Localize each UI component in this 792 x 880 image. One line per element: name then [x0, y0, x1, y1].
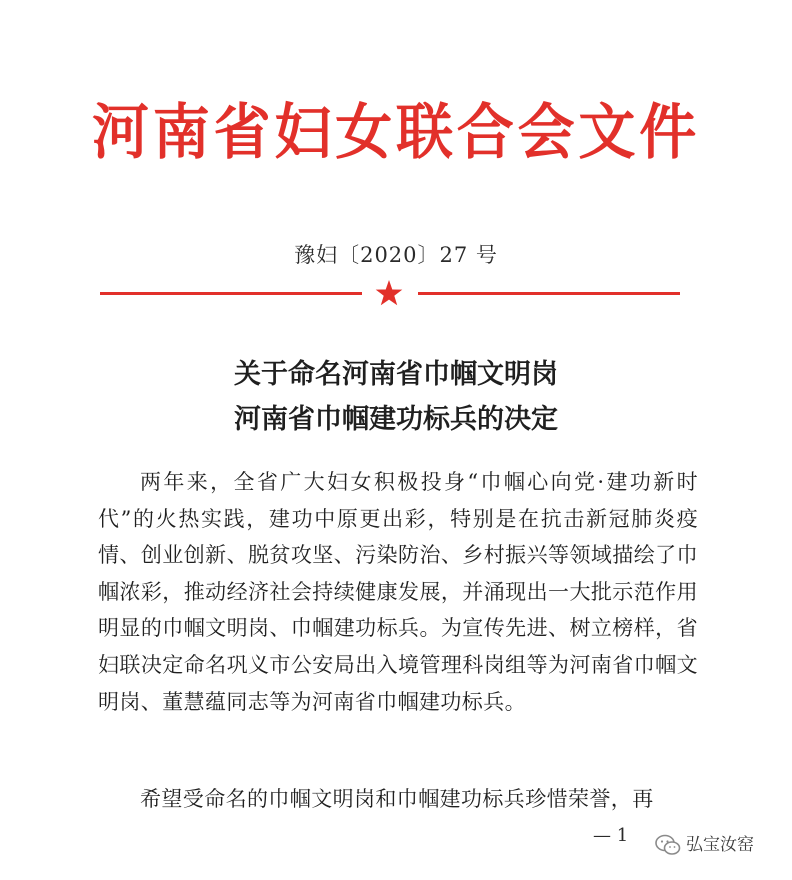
page-number: — 1	[593, 825, 629, 846]
star-icon	[374, 279, 404, 309]
body-paragraph-2: 希望受命名的巾帼文明岗和巾帼建功标兵珍惜荣誉，再	[140, 787, 654, 811]
divider-right	[418, 292, 680, 295]
letterhead-title: 河南省妇女联合会文件	[92, 98, 701, 168]
document-title-line-1: 关于命名河南省巾帼文明岗	[234, 359, 558, 390]
document-number: 豫妇〔2020〕27 号	[294, 243, 498, 267]
watermark	[655, 832, 754, 858]
divider-left	[100, 292, 362, 295]
watermark-label: 弘宝汝窑	[686, 835, 754, 855]
wechat-icon	[655, 834, 681, 856]
document-title-line-2: 河南省巾帼建功标兵的决定	[234, 404, 558, 435]
body-paragraph-1: 两年来，全省广大妇女积极投身“巾帼心向党·建功新时代”的火热实践，建功中原更出彩，特别是在抗击新冠肺炎疫情、创业创新、脱贫攻坚、污染防治、乡村振兴等领域描绘了巾帼浓彩，推动经济社会持续健康发展，并涌现出一大批示范作用明显的巾帼文明岗、巾帼建功标兵。为宣传先进、树立榜样，省妇联决定命名巩义市公安局出入境管理科岗组等为河南省巾帼文明岗、董慧蕴同志等为河南省巾帼建功标兵。	[98, 470, 698, 714]
